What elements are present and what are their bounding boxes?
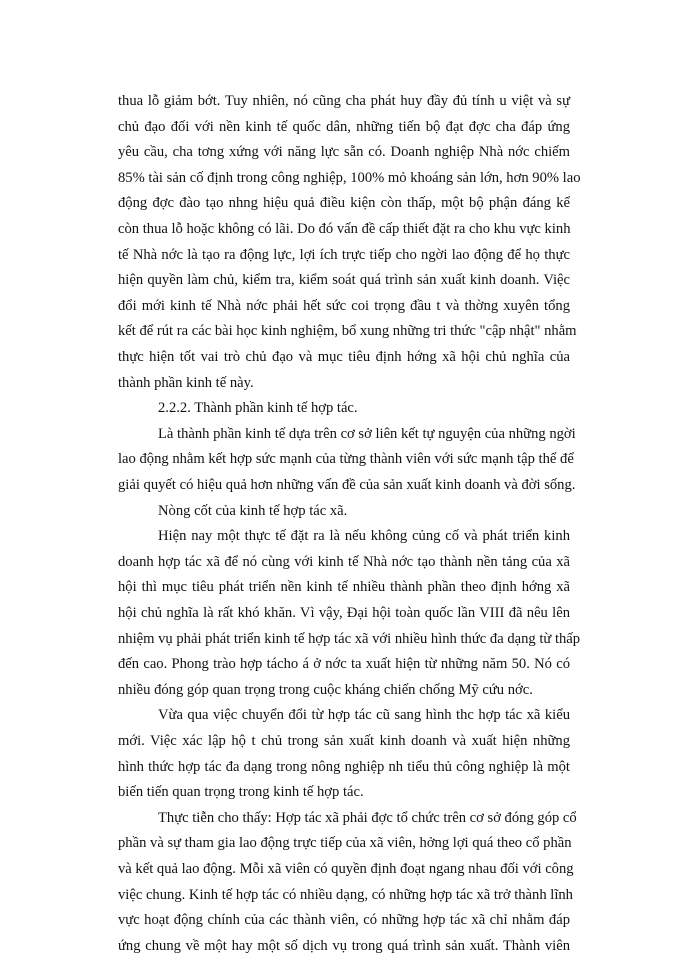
text-line: nhiều đóng góp quan trọng trong cuộc kháng chiến chống Mỹ cứu nớc. bbox=[118, 681, 533, 698]
text-line: đến cao. Phong trào hợp tácho á ở nớc ta xuất hiện từ những năm 50. Nó có bbox=[118, 656, 570, 673]
text-line: tế Nhà nớc là tạo ra động lực, lợi ích trực tiếp cho ngời lao động để họ thực bbox=[118, 246, 570, 263]
text-line: và kết quả lao động. Mỗi xã viên có quyền định đoạt ngang nhau đối với công bbox=[118, 861, 574, 877]
text-line: kết để rút ra các bài học kinh nghiệm, bổ xung những tri thức "cập nhật" nhằm bbox=[118, 323, 577, 340]
text-line: Vừa qua việc chuyển đổi từ hợp tác cũ sang hình thc hợp tác xã kiểu bbox=[158, 707, 570, 724]
text-line: Hiện nay một thực tế đặt ra là nếu không củng cố và phát triển kinh bbox=[158, 528, 570, 545]
text-line: thành phần kinh tế này. bbox=[118, 374, 254, 391]
text-line: chủ đạo đối với nền kinh tế quốc dân, những tiến bộ đạt đợc cha đáp ứng bbox=[118, 118, 570, 135]
text-line: Thực tiễn cho thấy: Hợp tác xã phải đợc tổ chức trên cơ sở đóng góp cổ bbox=[158, 809, 577, 826]
text-line: 85% tài sản cố định trong công nghiệp, 100% mỏ khoáng sản lớn, hơn 90% lao bbox=[118, 169, 581, 186]
text-line: doanh hợp tác xã để nó cùng với kinh tế Nhà nớc tạo thành nền tảng của xã bbox=[118, 553, 570, 570]
text-line: nhiệm vụ phải phát triển kinh tế hợp tác xã với nhiều hình thức đa dạng từ thấp bbox=[118, 630, 581, 647]
text-line: còn thua lỗ hoặc không có lãi. Do đó vấn đề cấp thiết đặt ra cho khu vực kinh bbox=[118, 221, 571, 237]
text-line: yêu cầu, cha tơng xứng với năng lực sẵn có. Doanh nghiệp Nhà nớc chiếm bbox=[118, 144, 570, 161]
text-line: giải quyết có hiệu quả hơn những vấn đề của sản xuất kinh doanh và đời sống. bbox=[118, 477, 576, 493]
text-line: phần và sự tham gia lao động trực tiếp của xã viên, hởng lợi quá theo cổ phần bbox=[118, 835, 572, 852]
text-line: hội thì mục tiêu phát triển nền kinh tế nhiều thành phần theo định hớng xã bbox=[118, 579, 570, 596]
text-line: Nòng cốt của kinh tế hợp tác xã. bbox=[158, 502, 348, 519]
text-line: 2.2.2. Thành phần kinh tế hợp tác. bbox=[158, 400, 358, 417]
text-line: thua lỗ giảm bớt. Tuy nhiên, nó cũng cha phát huy đầy đủ tính u việt và sự bbox=[118, 93, 570, 109]
text-line: biến tiến quan trọng trong kinh tế hợp tác. bbox=[118, 784, 364, 801]
text-line: vực hoạt động chính của các thành viên, có những hợp tác xã chỉ nhằm đáp bbox=[118, 912, 570, 929]
text-line: hội chủ nghĩa là rất khó khăn. Vì vậy, Đại hội toàn quốc lần VIII đã nêu lên bbox=[118, 605, 570, 621]
text-line: mới. Việc xác lập hộ t chủ trong sản xuất kinh doanh và xuất hiện những bbox=[118, 733, 570, 749]
text-line: ứng chung về một hay một số dịch vụ trong quá trình sản xuất. Thành viên bbox=[118, 937, 570, 954]
text-line: hiện quyền làm chủ, kiểm tra, kiểm soát quá trình sản xuất kinh doanh. Việc bbox=[118, 272, 570, 289]
text-line: thực hiện tốt vai trò chủ đạo và mục tiêu định hớng xã hội chủ nghĩa của bbox=[118, 349, 570, 365]
text-line: lao động nhằm kết hợp sức mạnh của từng thành viên với sức mạnh tập thể để bbox=[118, 451, 574, 468]
text-line: động đợc đào tạo nhng hiệu quả điều kiện còn thấp, một bộ phận đáng kể bbox=[118, 195, 570, 212]
text-line: đổi mới kinh tế Nhà nớc phải hết sức coi trọng đầu t và thờng xuyên tổng bbox=[118, 297, 570, 314]
text-line: việc chung. Kinh tế hợp tác có nhiều dạng, có những hợp tác xã trở thành lĩnh bbox=[118, 886, 573, 903]
text-line: hình thức hợp tác đa dạng trong nông nghiệp nh tiểu thủ công nghiệp là một bbox=[118, 758, 570, 775]
text-line: Là thành phần kinh tế dựa trên cơ sở liên kết tự nguyện của những ngời bbox=[158, 425, 576, 442]
